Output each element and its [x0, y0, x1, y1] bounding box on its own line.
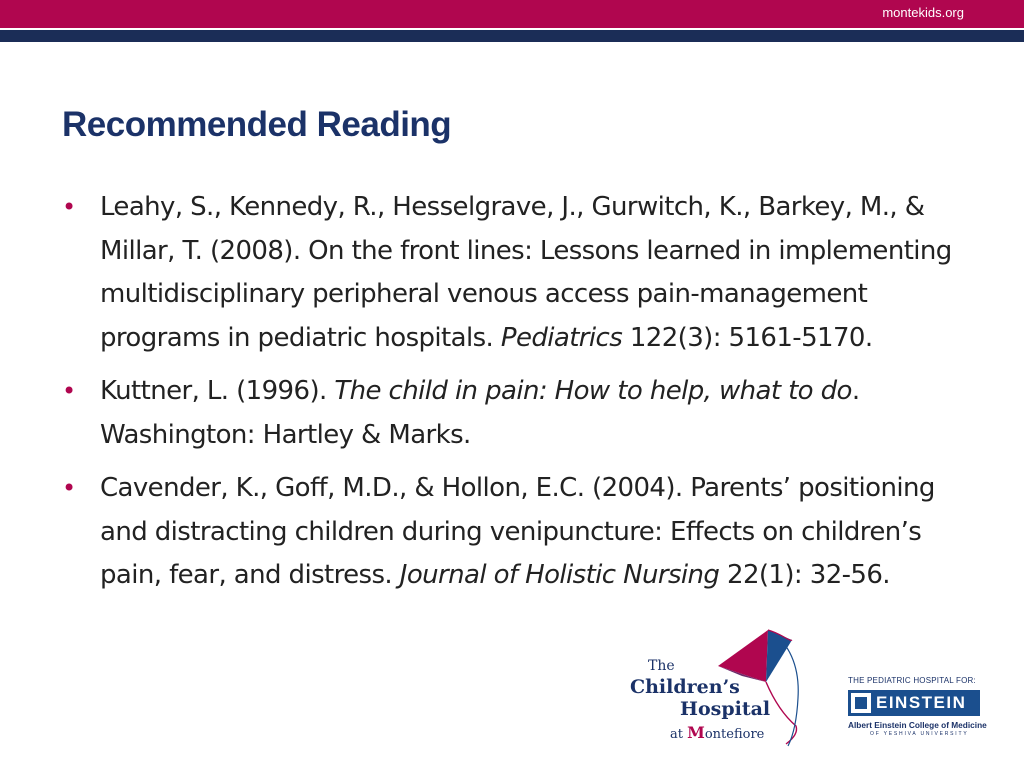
reference-citation: 122(3): 5161-5170.	[622, 322, 873, 353]
reference-text: Kuttner, L. (1996).	[100, 376, 335, 406]
reference-text: Cavender, K., Goff, M.D., & Hollon, E.C. (2004). Parents’ positioning and distracting children during venipuncture: Effects on children’s pain, fear, and distress.	[100, 473, 935, 590]
reference-journal: Pediatrics	[500, 322, 623, 353]
logo-childrens: Children’s	[630, 676, 740, 698]
einstein-university: OF YESHIVA UNIVERSITY	[870, 731, 969, 737]
header-bar	[0, 0, 1024, 28]
einstein-logo	[848, 690, 980, 716]
childrens-hospital-logo	[622, 626, 812, 750]
bullet-icon: •	[62, 474, 76, 502]
reference-list	[62, 186, 972, 608]
logo-montefiore-initial: M	[687, 723, 705, 742]
reference-book-title: The child in pain: How to help, what to do	[334, 376, 852, 406]
bullet-icon: •	[62, 377, 76, 405]
einstein-tagline: THE PEDIATRIC HOSPITAL FOR:	[848, 676, 976, 685]
reference-item	[62, 370, 972, 457]
site-url: montekids.org	[882, 5, 964, 20]
reference-item	[62, 467, 972, 598]
slide-title: Recommended Reading	[62, 105, 452, 144]
reference-citation: 22(1): 32-56.	[719, 560, 890, 590]
einstein-shield-icon	[851, 693, 871, 713]
reference-item	[62, 186, 972, 360]
logo-hospital: Hospital	[680, 698, 771, 720]
logo-the: The	[648, 658, 675, 674]
reference-citation: . Washington: Hartley & Marks.	[100, 376, 860, 450]
header-rule	[0, 30, 1024, 42]
bullet-icon: •	[62, 193, 76, 221]
reference-text: Leahy, S., Kennedy, R., Hesselgrave, J., Gurwitch, K., Barkey, M., & Millar, T. (2008). On the front lines: Lessons learned in implementing multidisciplinary peripheral venous access pain-management programs in pediatric hospitals.	[100, 192, 952, 353]
logo-at: at	[670, 727, 683, 742]
reference-journal: Journal of Holistic Nursing	[399, 560, 720, 590]
logo-at-montefiore	[670, 723, 764, 742]
einstein-college: Albert Einstein College of Medicine	[848, 720, 987, 730]
logo-montefiore-rest: ontefiore	[704, 727, 765, 742]
einstein-wordmark: EINSTEIN	[876, 693, 967, 712]
